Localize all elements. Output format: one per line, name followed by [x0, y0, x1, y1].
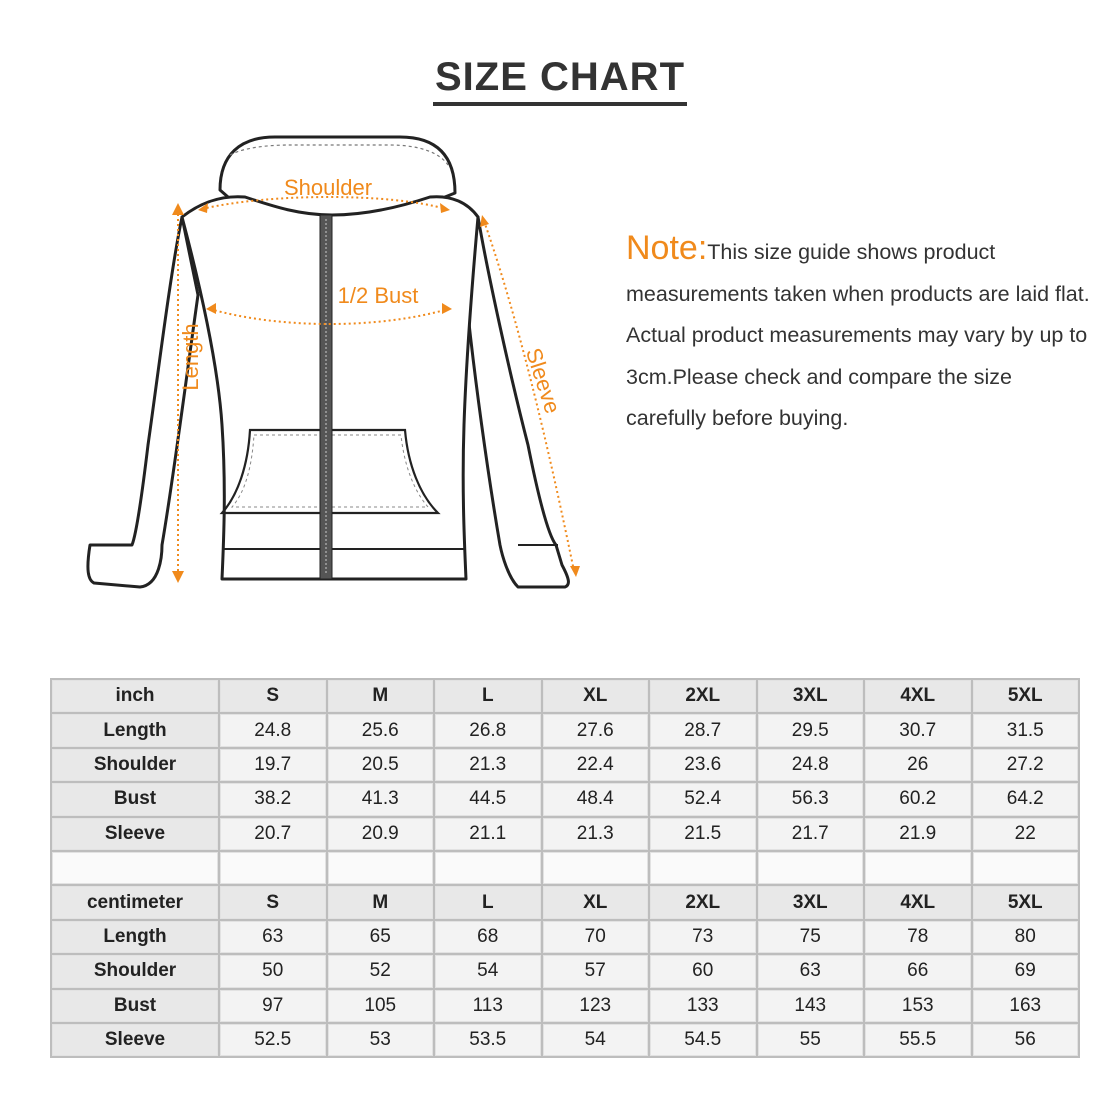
value-cell: 75	[758, 921, 864, 953]
value-cell: 21.3	[543, 818, 649, 850]
value-cell: 55	[758, 1024, 864, 1056]
left-sleeve	[88, 217, 198, 587]
value-cell: 65	[328, 921, 434, 953]
value-cell: 52	[328, 955, 434, 987]
spacer-cell	[435, 852, 541, 884]
value-cell: 70	[543, 921, 649, 953]
size-header-cell: S	[220, 886, 326, 918]
row-label-cell: Length	[52, 714, 218, 746]
spacer-cell	[328, 852, 434, 884]
value-cell: 25.6	[328, 714, 434, 746]
value-cell: 22.4	[543, 749, 649, 781]
table-row	[52, 921, 1078, 953]
table-spacer-row	[52, 852, 1078, 884]
value-cell: 38.2	[220, 783, 326, 815]
unit-header-cell: centimeter	[52, 886, 218, 918]
value-cell: 56	[973, 1024, 1079, 1056]
table-row	[52, 955, 1078, 987]
size-header-cell: 4XL	[865, 886, 971, 918]
value-cell: 24.8	[758, 749, 864, 781]
table-row	[52, 783, 1078, 815]
value-cell: 48.4	[543, 783, 649, 815]
size-header-cell: L	[435, 680, 541, 712]
table-row	[52, 990, 1078, 1022]
row-label-cell: Bust	[52, 783, 218, 815]
value-cell: 27.2	[973, 749, 1079, 781]
value-cell: 20.7	[220, 818, 326, 850]
value-cell: 31.5	[973, 714, 1079, 746]
size-header-cell: 3XL	[758, 886, 864, 918]
value-cell: 57	[543, 955, 649, 987]
value-cell: 60	[650, 955, 756, 987]
size-header-cell: M	[328, 886, 434, 918]
value-cell: 20.5	[328, 749, 434, 781]
size-header-cell: 5XL	[973, 680, 1079, 712]
value-cell: 24.8	[220, 714, 326, 746]
table-row	[52, 818, 1078, 850]
value-cell: 63	[758, 955, 864, 987]
size-header-cell: L	[435, 886, 541, 918]
value-cell: 63	[220, 921, 326, 953]
row-label-cell: Sleeve	[52, 818, 218, 850]
size-header-cell: XL	[543, 886, 649, 918]
note-block	[626, 228, 1096, 440]
size-header-cell: 5XL	[973, 886, 1079, 918]
value-cell: 26.8	[435, 714, 541, 746]
row-label-cell: Sleeve	[52, 1024, 218, 1056]
spacer-cell	[758, 852, 864, 884]
row-label-cell: Length	[52, 921, 218, 953]
spacer-cell	[865, 852, 971, 884]
value-cell: 69	[973, 955, 1079, 987]
value-cell: 29.5	[758, 714, 864, 746]
value-cell: 113	[435, 990, 541, 1022]
value-cell: 26	[865, 749, 971, 781]
value-cell: 66	[865, 955, 971, 987]
value-cell: 53	[328, 1024, 434, 1056]
row-label-cell: Bust	[52, 990, 218, 1022]
table-row	[52, 714, 1078, 746]
unit-header-cell: inch	[52, 680, 218, 712]
value-cell: 97	[220, 990, 326, 1022]
size-table-wrap	[50, 678, 1080, 1058]
value-cell: 28.7	[650, 714, 756, 746]
value-cell: 53.5	[435, 1024, 541, 1056]
value-cell: 50	[220, 955, 326, 987]
value-cell: 55.5	[865, 1024, 971, 1056]
size-header-cell: 4XL	[865, 680, 971, 712]
size-table-body	[52, 680, 1078, 1056]
hoodie-diagram	[70, 125, 600, 605]
value-cell: 54.5	[650, 1024, 756, 1056]
sleeve-label: Sleeve	[520, 344, 566, 417]
value-cell: 27.6	[543, 714, 649, 746]
value-cell: 54	[435, 955, 541, 987]
size-header-cell: 2XL	[650, 886, 756, 918]
table-header-row	[52, 886, 1078, 918]
value-cell: 41.3	[328, 783, 434, 815]
value-cell: 30.7	[865, 714, 971, 746]
page-title: SIZE CHART	[433, 56, 687, 106]
value-cell: 133	[650, 990, 756, 1022]
shoulder-label: Shoulder	[283, 175, 373, 200]
size-header-cell: XL	[543, 680, 649, 712]
size-table	[50, 678, 1080, 1058]
value-cell: 78	[865, 921, 971, 953]
spacer-cell	[52, 852, 218, 884]
value-cell: 52.5	[220, 1024, 326, 1056]
row-label-cell: Shoulder	[52, 955, 218, 987]
note-body: This size guide shows product measurements taken when products are laid flat. Actual product measurements may vary by up to 3cm.Please check and compare the size carefully before buying.	[626, 240, 1090, 430]
value-cell: 21.1	[435, 818, 541, 850]
value-cell: 105	[328, 990, 434, 1022]
note-heading: Note:	[626, 229, 708, 267]
value-cell: 163	[973, 990, 1079, 1022]
value-cell: 23.6	[650, 749, 756, 781]
value-cell: 153	[865, 990, 971, 1022]
table-row	[52, 749, 1078, 781]
value-cell: 68	[435, 921, 541, 953]
value-cell: 21.7	[758, 818, 864, 850]
table-row	[52, 1024, 1078, 1056]
size-header-cell: 2XL	[650, 680, 756, 712]
value-cell: 73	[650, 921, 756, 953]
size-header-cell: 3XL	[758, 680, 864, 712]
value-cell: 21.3	[435, 749, 541, 781]
value-cell: 60.2	[865, 783, 971, 815]
value-cell: 21.5	[650, 818, 756, 850]
spacer-cell	[973, 852, 1079, 884]
spacer-cell	[220, 852, 326, 884]
bust-label: 1/2 Bust	[337, 283, 419, 308]
value-cell: 54	[543, 1024, 649, 1056]
value-cell: 80	[973, 921, 1079, 953]
spacer-cell	[650, 852, 756, 884]
spacer-cell	[543, 852, 649, 884]
value-cell: 20.9	[328, 818, 434, 850]
value-cell: 21.9	[865, 818, 971, 850]
value-cell: 123	[543, 990, 649, 1022]
value-cell: 143	[758, 990, 864, 1022]
page-title-wrap	[0, 56, 1120, 106]
row-label-cell: Shoulder	[52, 749, 218, 781]
length-label: Length	[178, 323, 203, 391]
value-cell: 52.4	[650, 783, 756, 815]
value-cell: 22	[973, 818, 1079, 850]
value-cell: 56.3	[758, 783, 864, 815]
value-cell: 64.2	[973, 783, 1079, 815]
size-header-cell: S	[220, 680, 326, 712]
size-header-cell: M	[328, 680, 434, 712]
hoodie-illustration	[70, 125, 600, 605]
table-header-row	[52, 680, 1078, 712]
value-cell: 44.5	[435, 783, 541, 815]
value-cell: 19.7	[220, 749, 326, 781]
